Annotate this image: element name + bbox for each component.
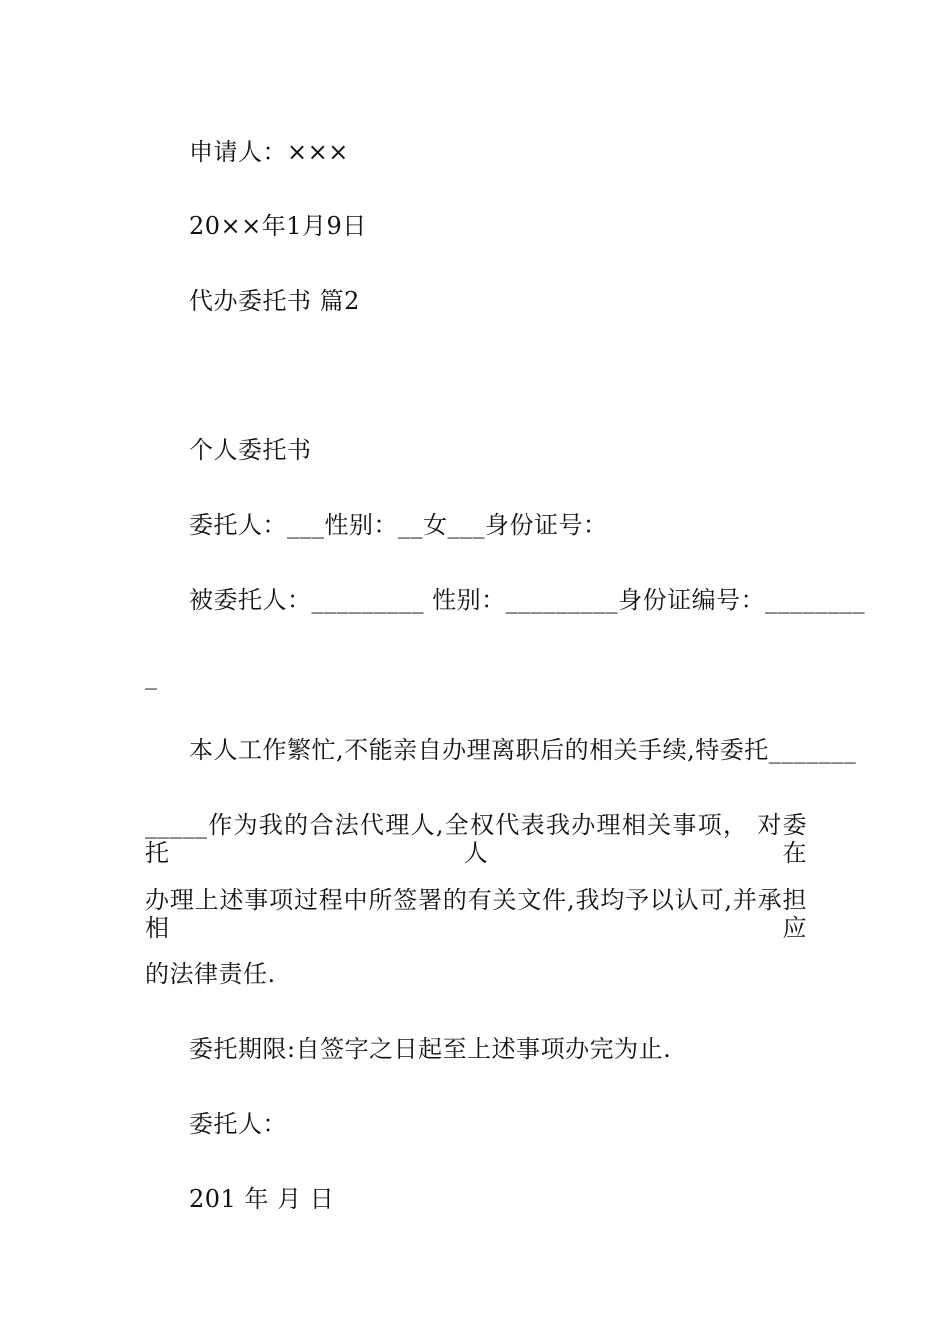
- applicant-line: 申请人：×××: [189, 138, 349, 166]
- date-line: 20××年1月9日: [189, 212, 367, 240]
- signature-principal-line: 委托人：: [189, 1110, 287, 1138]
- body-paragraph-line-1: 本人工作繁忙,不能亲自办理离职后的相关手续,特委托_______: [189, 736, 857, 764]
- body-paragraph-line-3: 办理上述事项过程中所签署的有关文件,我均予以认可,并承担相应: [145, 886, 807, 942]
- signature-date-line: 201 年 月 日: [189, 1185, 335, 1213]
- agent-line: 被委托人：_________ 性别：_________身份证编号：________: [189, 586, 866, 614]
- agent-line-continuation: _: [145, 662, 158, 690]
- document-heading: 个人委托书: [189, 436, 312, 464]
- body-paragraph-line-4: 的法律责任.: [145, 960, 276, 988]
- principal-line: 委托人：___性别：__女___身份证号：: [189, 511, 608, 539]
- body-paragraph-line-2: _____作为我的合法代理人,全权代表我办理相关事项， 对委托人在: [145, 811, 807, 867]
- term-line: 委托期限:自签字之日起至上述事项办完为止.: [189, 1035, 672, 1063]
- section-title: 代办委托书 篇2: [189, 287, 360, 315]
